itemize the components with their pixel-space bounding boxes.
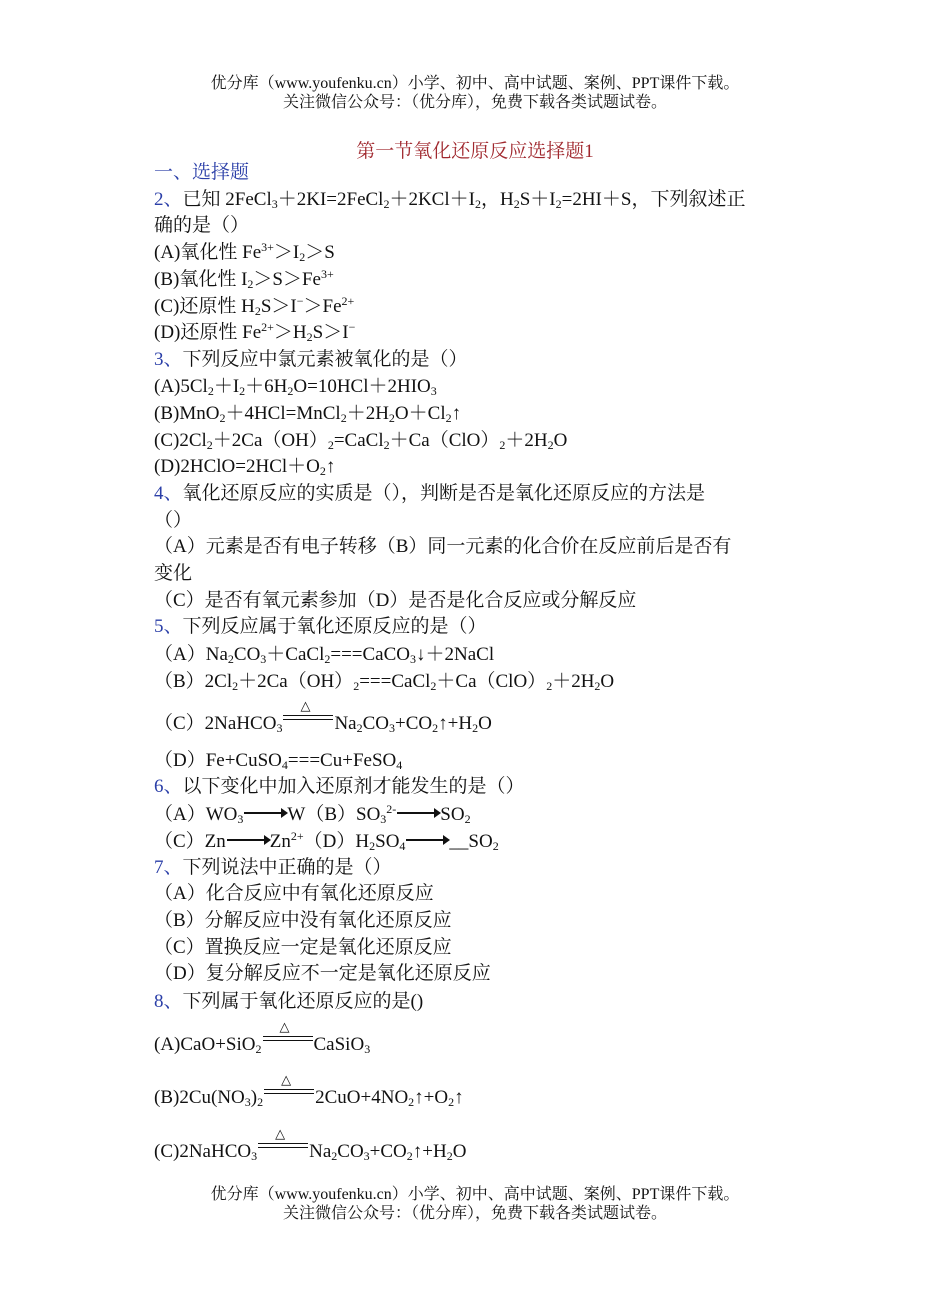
footer-line-1: 优分库（www.youfenku.cn）小学、初中、高中试题、案例、PPT课件下载。 — [210, 1186, 740, 1203]
option-b: （B）分解反应中没有氧化还原反应 — [154, 910, 452, 931]
option-a: (A)氧化性 $Fe^{3+}>I_2>S$ — [154, 240, 335, 264]
heat-equals-sign: △ — [258, 1142, 308, 1154]
option-d: $(D)2HClO=2HCl+O_2↑$ — [154, 456, 336, 478]
page-header — [0, 74, 950, 112]
option-d: (D)还原性 $Fe^{2+}>H_2S>I^-$ — [154, 320, 356, 344]
header-line-2: 关注微信公众号：（优分库），免费下载各类试题试卷。 — [282, 94, 667, 111]
page-footer — [0, 1185, 950, 1223]
question-4: 4、氧化还原反应的实质是（），判断是否是氧化还原反应的方法是 — [154, 483, 706, 504]
options-ab: $(A)WO_3$ $W(B)SO_3^{2-}$ $SO_2$ — [154, 802, 471, 826]
option-d: （D）Fe+CuSO$_4$===Cu+FeSO$_4$ — [154, 750, 403, 772]
header-line-1: 优分库（www.youfenku.cn）小学、初中、高中试题、案例、PPT课件下载。 — [210, 75, 740, 92]
option-d: （D）复分解反应不一定是氧化还原反应 — [154, 963, 491, 984]
section-heading: 一、选择题 — [154, 162, 250, 183]
question-7: 7、下列说法中正确的是（） — [154, 857, 392, 878]
option-a: （A）化合反应中有氧化还原反应 — [154, 883, 434, 904]
option-a: $(A)5Cl_2+I_2+6H_2O=10HCl+2HIO_3$ — [154, 376, 437, 398]
option-a: $(A)Na_2CO_3+CaCl_2===CaCO_3↓+2NaCl$ — [154, 644, 495, 666]
heat-equals-sign: △ — [283, 714, 333, 726]
option-c: （C）2NaHCO$_3$ △ $Na_2CO_3+CO_2↑+H_2O$ — [154, 699, 492, 735]
option-b: $(B)2Cu(NO_3)_2$ △ $2CuO+4NO_2↑+O_2↑$ — [154, 1073, 464, 1109]
question-2: 2、已知 $2FeCl_3+2KI=2FeCl_2+2KCl+I_2$，$H_2S+I_2=2HI+S$，下列叙述正 — [154, 189, 746, 211]
question-3: 3、下列反应中氯元素被氧化的是（） — [154, 349, 468, 370]
options-ab: （A）元素是否有电子转移（B）同一元素的化合价在反应前后是否有 — [154, 536, 732, 557]
footer-line-2: 关注微信公众号：（优分库），免费下载各类试题试卷。 — [282, 1205, 667, 1222]
option-a: (A)CaO+SiO$_2$ △ CaSiO$_3$ — [154, 1020, 371, 1056]
page-title: 第一节氧化还原反应选择题1 — [356, 141, 594, 162]
option-c: （C）置换反应一定是氧化还原反应 — [154, 937, 452, 958]
options-ab-cont: 变化 — [154, 563, 193, 584]
option-c: $(C)2Cl_2+2Ca(OH)_2=CaCl_2+Ca(ClO)_2+2H_2O$ — [154, 430, 568, 452]
option-b: $(B)MnO_2+4HCl=MnCl_2+2H_2O+Cl_2↑$ — [154, 403, 462, 425]
arrow-icon — [406, 839, 448, 841]
arrow-icon — [227, 839, 269, 841]
option-c: (C)还原性 $H_2S>I^->Fe^{2+}$ — [154, 294, 355, 318]
option-b: (B)氧化性 $I_2>S>Fe^{3+}$ — [154, 267, 334, 291]
options-cd: （C）是否有氧元素参加（D）是否是化合反应或分解反应 — [154, 590, 637, 611]
options-cd: （C）Zn $Zn^{2+}(D)H_2SO_4$ $\_\_SO_2$ — [154, 829, 499, 853]
option-b: $(B)2Cl_2+2Ca(OH)_2===CaCl_2+Ca(ClO)_2+2H_2O$ — [154, 671, 615, 693]
arrow-icon — [397, 812, 439, 814]
question-number: 2、 — [154, 189, 183, 210]
heat-equals-sign: △ — [263, 1035, 313, 1047]
question-5: 5、下列反应属于氧化还原反应的是（） — [154, 616, 487, 637]
option-c: (C)2NaHCO$_3$ △ $Na_2CO_3+CO_2↑+H_2O$ — [154, 1127, 467, 1163]
question-4-cont: （） — [154, 510, 193, 531]
heat-equals-sign: △ — [264, 1088, 314, 1100]
question-2-cont: 确的是（） — [154, 215, 250, 236]
question-8: 8、下列属于氧化还原反应的是() — [154, 991, 424, 1012]
arrow-icon — [244, 812, 286, 814]
question-6: 6、以下变化中加入还原剂才能发生的是（） — [154, 776, 525, 797]
